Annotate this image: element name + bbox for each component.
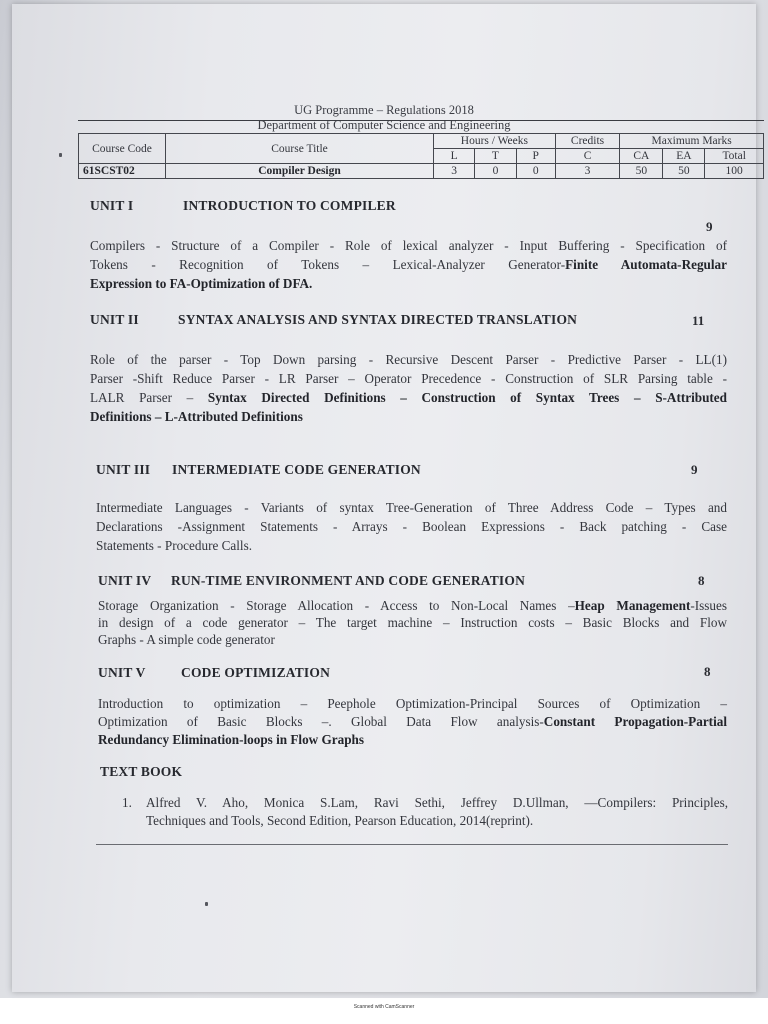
c-cell: 3: [555, 164, 619, 179]
bottom-rule: [96, 844, 728, 845]
sub-header-p: P: [516, 149, 555, 164]
sub-header-c: C: [555, 149, 619, 164]
unit-3-line-3: Statements - Procedure Calls.: [96, 538, 253, 553]
max-marks-header: Maximum Marks: [620, 134, 764, 149]
unit-4-line-3: Graphs - A simple code generator: [98, 632, 275, 647]
unit-1-title: INTRODUCTION TO COMPILER: [183, 198, 396, 213]
p-cell: 0: [516, 164, 555, 179]
unit-3-heading: [96, 462, 421, 478]
l-cell: 3: [434, 164, 475, 179]
text-book-entry-number: 1.: [122, 795, 132, 810]
unit-1-line-2: Tokens - Recognition of Tokens – Lexical-Analyzer Generator-Finite Automata-Regular: [90, 257, 727, 272]
unit-2-hours: 11: [692, 313, 705, 328]
unit-3-line-2: Declarations -Assignment Statements - Arrays - Boolean Expressions - Back patching - Case: [96, 519, 727, 534]
unit-5-content: [98, 695, 727, 749]
unit-1-content: [90, 236, 727, 293]
scanner-watermark: Scanned with CamScanner: [353, 1004, 415, 1010]
sub-header-ca: CA: [620, 149, 663, 164]
unit-2-line-4: Definitions – L-Attributed Definitions: [90, 409, 303, 424]
hours-header: Hours / Weeks: [434, 134, 556, 149]
unit-3-hours: 9: [691, 462, 698, 477]
unit-1-bold-text: Finite Automata-Regular: [565, 257, 727, 272]
unit-1-line-1: Compilers - Structure of a Compiler - Role of lexical analyzer - Input Buffering - Specification of: [90, 238, 727, 253]
unit-2-heading: [90, 312, 577, 328]
ea-cell: 50: [663, 164, 705, 179]
unit-4-heading: [98, 573, 525, 589]
unit-5-line-1: Introduction to optimization – Peephole Optimization-Principal Sources of Optimization –: [98, 696, 727, 711]
ca-cell: 50: [620, 164, 663, 179]
course-code-cell: 61SCST02: [79, 164, 166, 179]
unit-2-line-1: Role of the parser - Top Down parsing - Recursive Descent Parser - Predictive Parser - LL(1): [90, 352, 727, 367]
unit-1-heading: [90, 198, 396, 214]
unit-4-content: [98, 597, 727, 648]
unit-3-line-1: Intermediate Languages - Variants of syntax Tree-Generation of Three Address Code – Types and: [96, 500, 727, 515]
text-book-heading: TEXT BOOK: [100, 764, 183, 779]
unit-4-line-2: in design of a code generator – The target machine – Instruction costs – Basic Blocks and Flow: [98, 615, 727, 630]
sub-header-t: T: [475, 149, 516, 164]
unit-5-line-2: Optimization of Basic Blocks –. Global Data Flow analysis-Constant Propagation-Partial: [98, 714, 727, 729]
unit-2-line-2: Parser -Shift Reduce Parser - LR Parser – Operator Precedence - Construction of SLR Parsing table -: [90, 371, 727, 386]
unit-4-bold-text: Heap Management: [574, 598, 691, 613]
course-title-header: Course Title: [166, 134, 434, 164]
text-book-entry-line-2: Techniques and Tools, Second Edition, Pearson Education, 2014(reprint).: [146, 813, 534, 828]
unit-4-line-1: Storage Organization - Storage Allocation - Access to Non-Local Names –Heap Management-Issues: [98, 598, 727, 613]
unit-4-title: RUN-TIME ENVIRONMENT AND CODE GENERATION: [171, 573, 526, 588]
text-book-entry: [122, 794, 728, 830]
unit-5-hours: 8: [704, 664, 711, 679]
unit-5-title: CODE OPTIMIZATION: [181, 665, 331, 680]
unit-5-line-3: Redundancy Elimination-loops in Flow Graphs: [98, 732, 365, 747]
course-title-cell: Compiler Design: [166, 164, 434, 179]
unit-1-line-3: Expression to FA-Optimization of DFA.: [90, 276, 313, 291]
sub-header-l: L: [434, 149, 475, 164]
sub-header-total: Total: [705, 149, 764, 164]
unit-3-content: [96, 498, 727, 555]
unit-5-heading: [98, 665, 330, 681]
page-speck: [205, 902, 208, 906]
unit-2-content: [90, 350, 727, 426]
unit-4-hours: 8: [698, 573, 705, 588]
unit-2-title: SYNTAX ANALYSIS AND SYNTAX DIRECTED TRANSLATION: [178, 312, 578, 327]
credits-header: Credits: [555, 134, 619, 149]
total-cell: 100: [705, 164, 764, 179]
course-code-header: Course Code: [79, 134, 166, 164]
programme-heading: UG Programme – Regulations 2018: [294, 103, 474, 117]
unit-2-line-3: LALR Parser – Syntax Directed Definitions – Construction of Syntax Trees – S-Attributed: [90, 390, 727, 405]
unit-2-code: UNIT II: [90, 312, 139, 327]
text-book-entry-line-1: 1. Alfred V. Aho, Monica S.Lam, Ravi Sethi, Jeffrey D.Ullman, —Compilers: Principles,: [122, 795, 728, 810]
unit-1-hours: 9: [706, 219, 713, 234]
course-table: [78, 133, 764, 179]
unit-3-title: INTERMEDIATE CODE GENERATION: [172, 462, 421, 477]
unit-3-code: UNIT III: [96, 462, 151, 477]
department-heading: Department of Computer Science and Engineering: [257, 118, 511, 132]
unit-5-code: UNIT V: [98, 665, 146, 680]
t-cell: 0: [475, 164, 516, 179]
margin-mark: [59, 153, 62, 157]
unit-1-code: UNIT I: [90, 198, 134, 213]
unit-4-code: UNIT IV: [98, 573, 152, 588]
sub-header-ea: EA: [663, 149, 705, 164]
unit-5-bold-text: Constant Propagation-Partial: [543, 714, 727, 729]
unit-2-bold-text: Syntax Directed Definitions – Construction of Syntax Trees – S-Attributed: [207, 390, 727, 405]
